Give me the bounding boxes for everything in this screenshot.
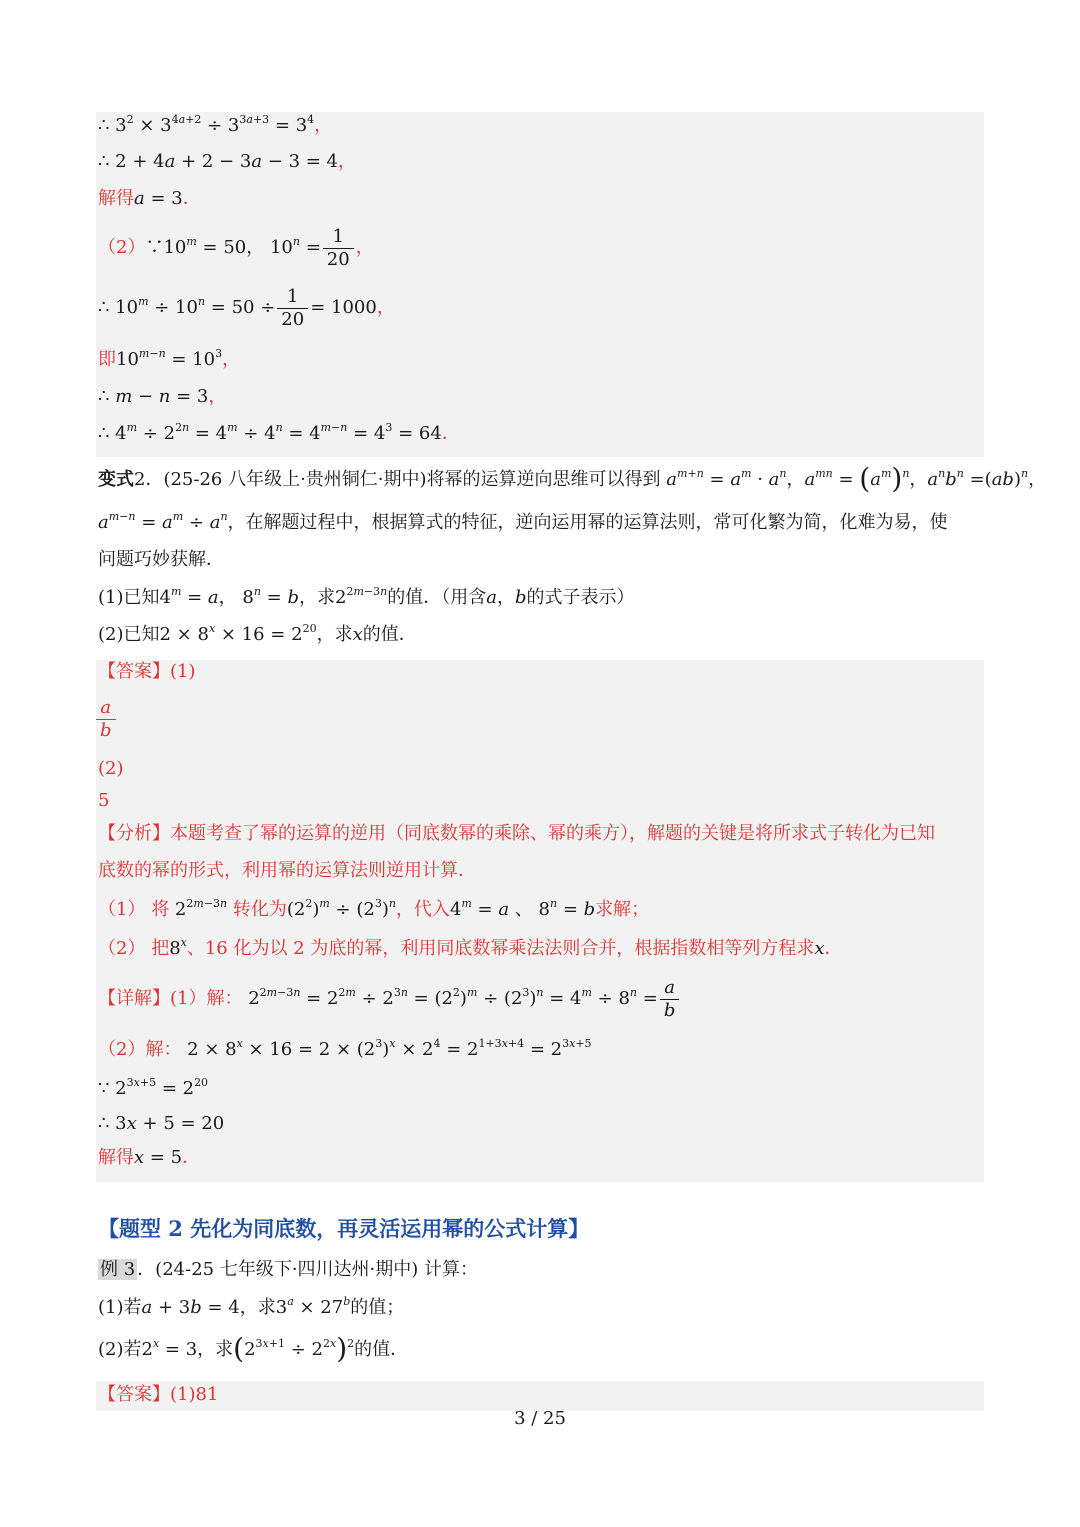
fraction-a-over-b-2: $\frac{a}{b}$ <box>660 977 680 1022</box>
variant-2-question-2: (2)已知$2 \times 8^x \times 16 = 2^{20}$，求x的值． <box>98 622 417 645</box>
page-number: 3 / 25 <box>514 1408 566 1429</box>
analysis-2-step-2: （2） 把8$^x$、16 化为以 2 为底的幂，利用同底数幂乘法法则合并，根据指数相等列方程求x． <box>98 936 843 959</box>
analysis-2-line-2: 底数的幂的形式，利用幂的运算法则逆用计算． <box>98 860 476 881</box>
variant-2-line-3: 问题巧妙获解． <box>98 549 224 570</box>
solution-line-5: ∴ $10^m \div 10^n = 50$ ÷ $\frac{1}{20}$ = 1000， <box>98 285 395 330</box>
example-3-question-1: (1)若a + 3b = 4，求$3^a \times 27^b$的值； <box>98 1295 405 1318</box>
variant-2-header: 变式2．(25-26 八年级上·贵州铜仁·期中)将幂的运算逆向思维可以得到 $a^{m+n} = a^m \cdot a^n$，$a^{mn} = (a^m)^n$，$a^nb^n =(ab)^n$， <box>98 462 1047 495</box>
fraction-a-over-b: $\frac{a}{b}$ <box>96 697 116 742</box>
fraction-1-20-b: $\frac{1}{20}$ <box>277 286 308 331</box>
example-3-question-2: (2)若$2^x = 3$，求$(2^{3x+1} \div 2^{2x})^2$的值． <box>98 1332 409 1365</box>
variant-2-line-2: $a^{m-n} = a^m \div a^n$，在解题过程中，根据算式的特征，逆向运用幂的运算法则，常可化繁为简，化难为易，使 <box>98 510 948 533</box>
solution-line-7: ∴ m − n = 3， <box>98 386 227 407</box>
variant-2-question-1: (1)已知$4^m = a$， $8^n = b$，求$2^{2m-3n}$的值．（用含a，b的式子表示） <box>98 585 635 608</box>
example-3-header: 例 3 ．(24-25 七年级下·四川达州·期中) 计算： <box>100 1259 479 1280</box>
section-2-title: 【题型 2 先化为同底数，再灵活运用幂的公式计算】 <box>98 1216 590 1241</box>
solution-line-6: 即$10^{m-n} = 10^3$， <box>98 347 241 370</box>
detail-2-line-3: ∵ $2^{3x+5} = 2^{20}$ <box>98 1076 209 1099</box>
analysis-2-step-1: （1） 将 $2^{2m-3n}$ 转化为$(2^2)^m \div (2^3)^n$，代入$4^m = a$ 、 $8^n = b$求解； <box>98 897 650 920</box>
solution-line-8: ∴ $4^m \div 2^{2n} = 4^m \div 4^n = 4^{m-n} = 4^3 = 64$． <box>98 421 460 444</box>
solution-line-2: ∴ 2 + 4a + 2 − 3a − 3 = 4， <box>98 151 357 172</box>
answer-2-part-2: (2) <box>98 758 124 779</box>
detail-2-line-5: 解得x = 5． <box>98 1147 201 1168</box>
answer-2-line-1: 【答案】(1) <box>98 661 196 682</box>
answer-2-value-2: 5 <box>98 790 110 811</box>
solution-line-1: ∴ $3^2 \times 3^{4a+2} \div 3^{3a+3} = 3^4$， <box>98 113 333 136</box>
detail-2-line-4: ∴ 3x + 5 = 20 <box>98 1113 225 1134</box>
detail-2-part-2: （2）解： $2 \times 8^x \times 16 = 2 \times (2^3)^x \times 2^4 = 2^{1+3x+4} = 2^{3x+5}$ <box>98 1037 592 1060</box>
solution-line-3: 解得a = 3． <box>98 188 201 209</box>
solution-line-4: $(2)\because 10^m = 50$， $10^n$ = $\frac{1}{20}$ ， <box>98 225 374 270</box>
detail-2-part-1: 【详解】(1）解： $2^{2m-3n} = 2^{2m} \div 2^{3n} = (2^2)^m \div (2^3)^n = 4^m \div 8^n$ = $\frac{a}{b}$ <box>98 976 681 1022</box>
fraction-1-20: $\frac{1}{20}$ <box>323 226 354 271</box>
analysis-2-line-1: 【分析】本题考查了幂的运算的逆用（同底数幂的乘除、幂的乘方），解题的关键是将所求式子转化为已知 <box>98 823 935 844</box>
answer-3-line-1: 【答案】(1)81 <box>98 1384 219 1405</box>
shaded-block-answer-3 <box>96 1381 984 1411</box>
answer-2-fraction <box>98 697 118 742</box>
